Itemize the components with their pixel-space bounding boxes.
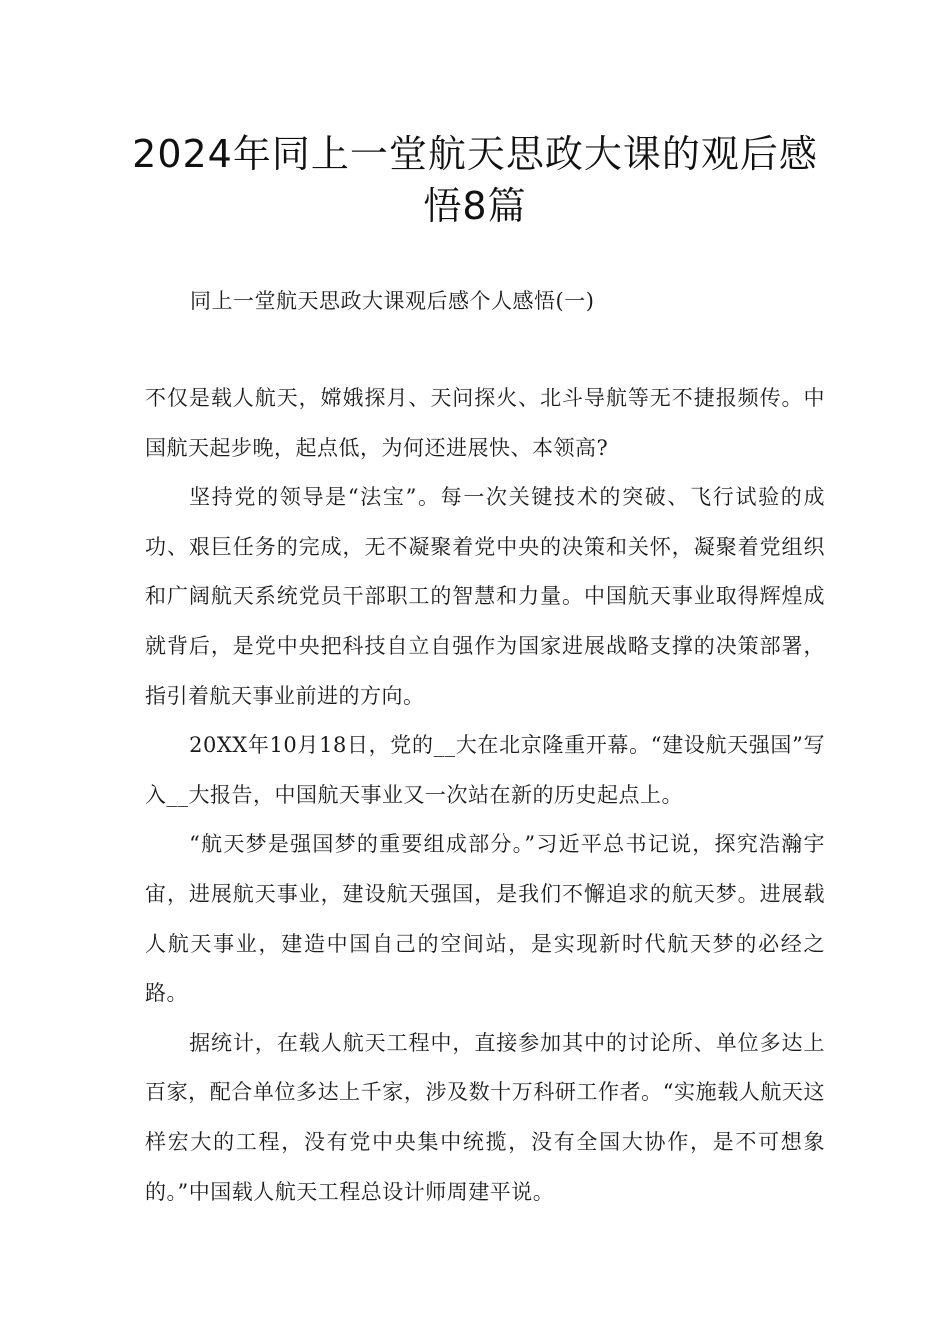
section-subtitle: 同上一堂航天思政大课观后感个人感悟(一)	[190, 289, 595, 313]
paragraph: 据统计，在载人航天工程中，直接参加其中的讨论所、单位多达上百家，配合单位多达上千家，涉及数十万科研工作者。“实施载人航天这样宏大的工程，没有党中央集中统揽，没有全国大协作，是不可想象的。”中国载人航天工程总设计师周建平说。	[145, 1030, 825, 1204]
document-body	[145, 374, 825, 1217]
paragraph: 不仅是载人航天，嫦娥探月、天问探火、北斗导航等无不捷报频传。中国航天起步晚，起点低，为何还进展快、本领高?	[145, 386, 825, 460]
paragraph: 20XX年10月18日，党的__大在北京隆重开幕。“建设航天强国”写入__大报告，中国航天事业又一次站在新的历史起点上。	[145, 733, 825, 807]
document-title: 2024年同上一堂航天思政大课的观后感悟8篇	[132, 132, 818, 228]
paragraph: “航天梦是强国梦的重要组成部分。”习近平总书记说，探究浩瀚宇宙，进展航天事业，建设航天强国，是我们不懈追求的航天梦。进展载人航天事业，建造中国自己的空间站，是实现新时代航天梦的必经之路。	[145, 832, 825, 1006]
paragraph: 坚持党的领导是“法宝”。每一次关键技术的突破、飞行试验的成功、艰巨任务的完成，无不凝聚着党中央的决策和关怀，凝聚着党组织和广阔航天系统党员干部职工的智慧和力量。中国航天事业取得辉煌成就背后，是党中央把科技自立自强作为国家进展战略支撑的决策部署，指引着航天事业前进的方向。	[145, 485, 825, 708]
